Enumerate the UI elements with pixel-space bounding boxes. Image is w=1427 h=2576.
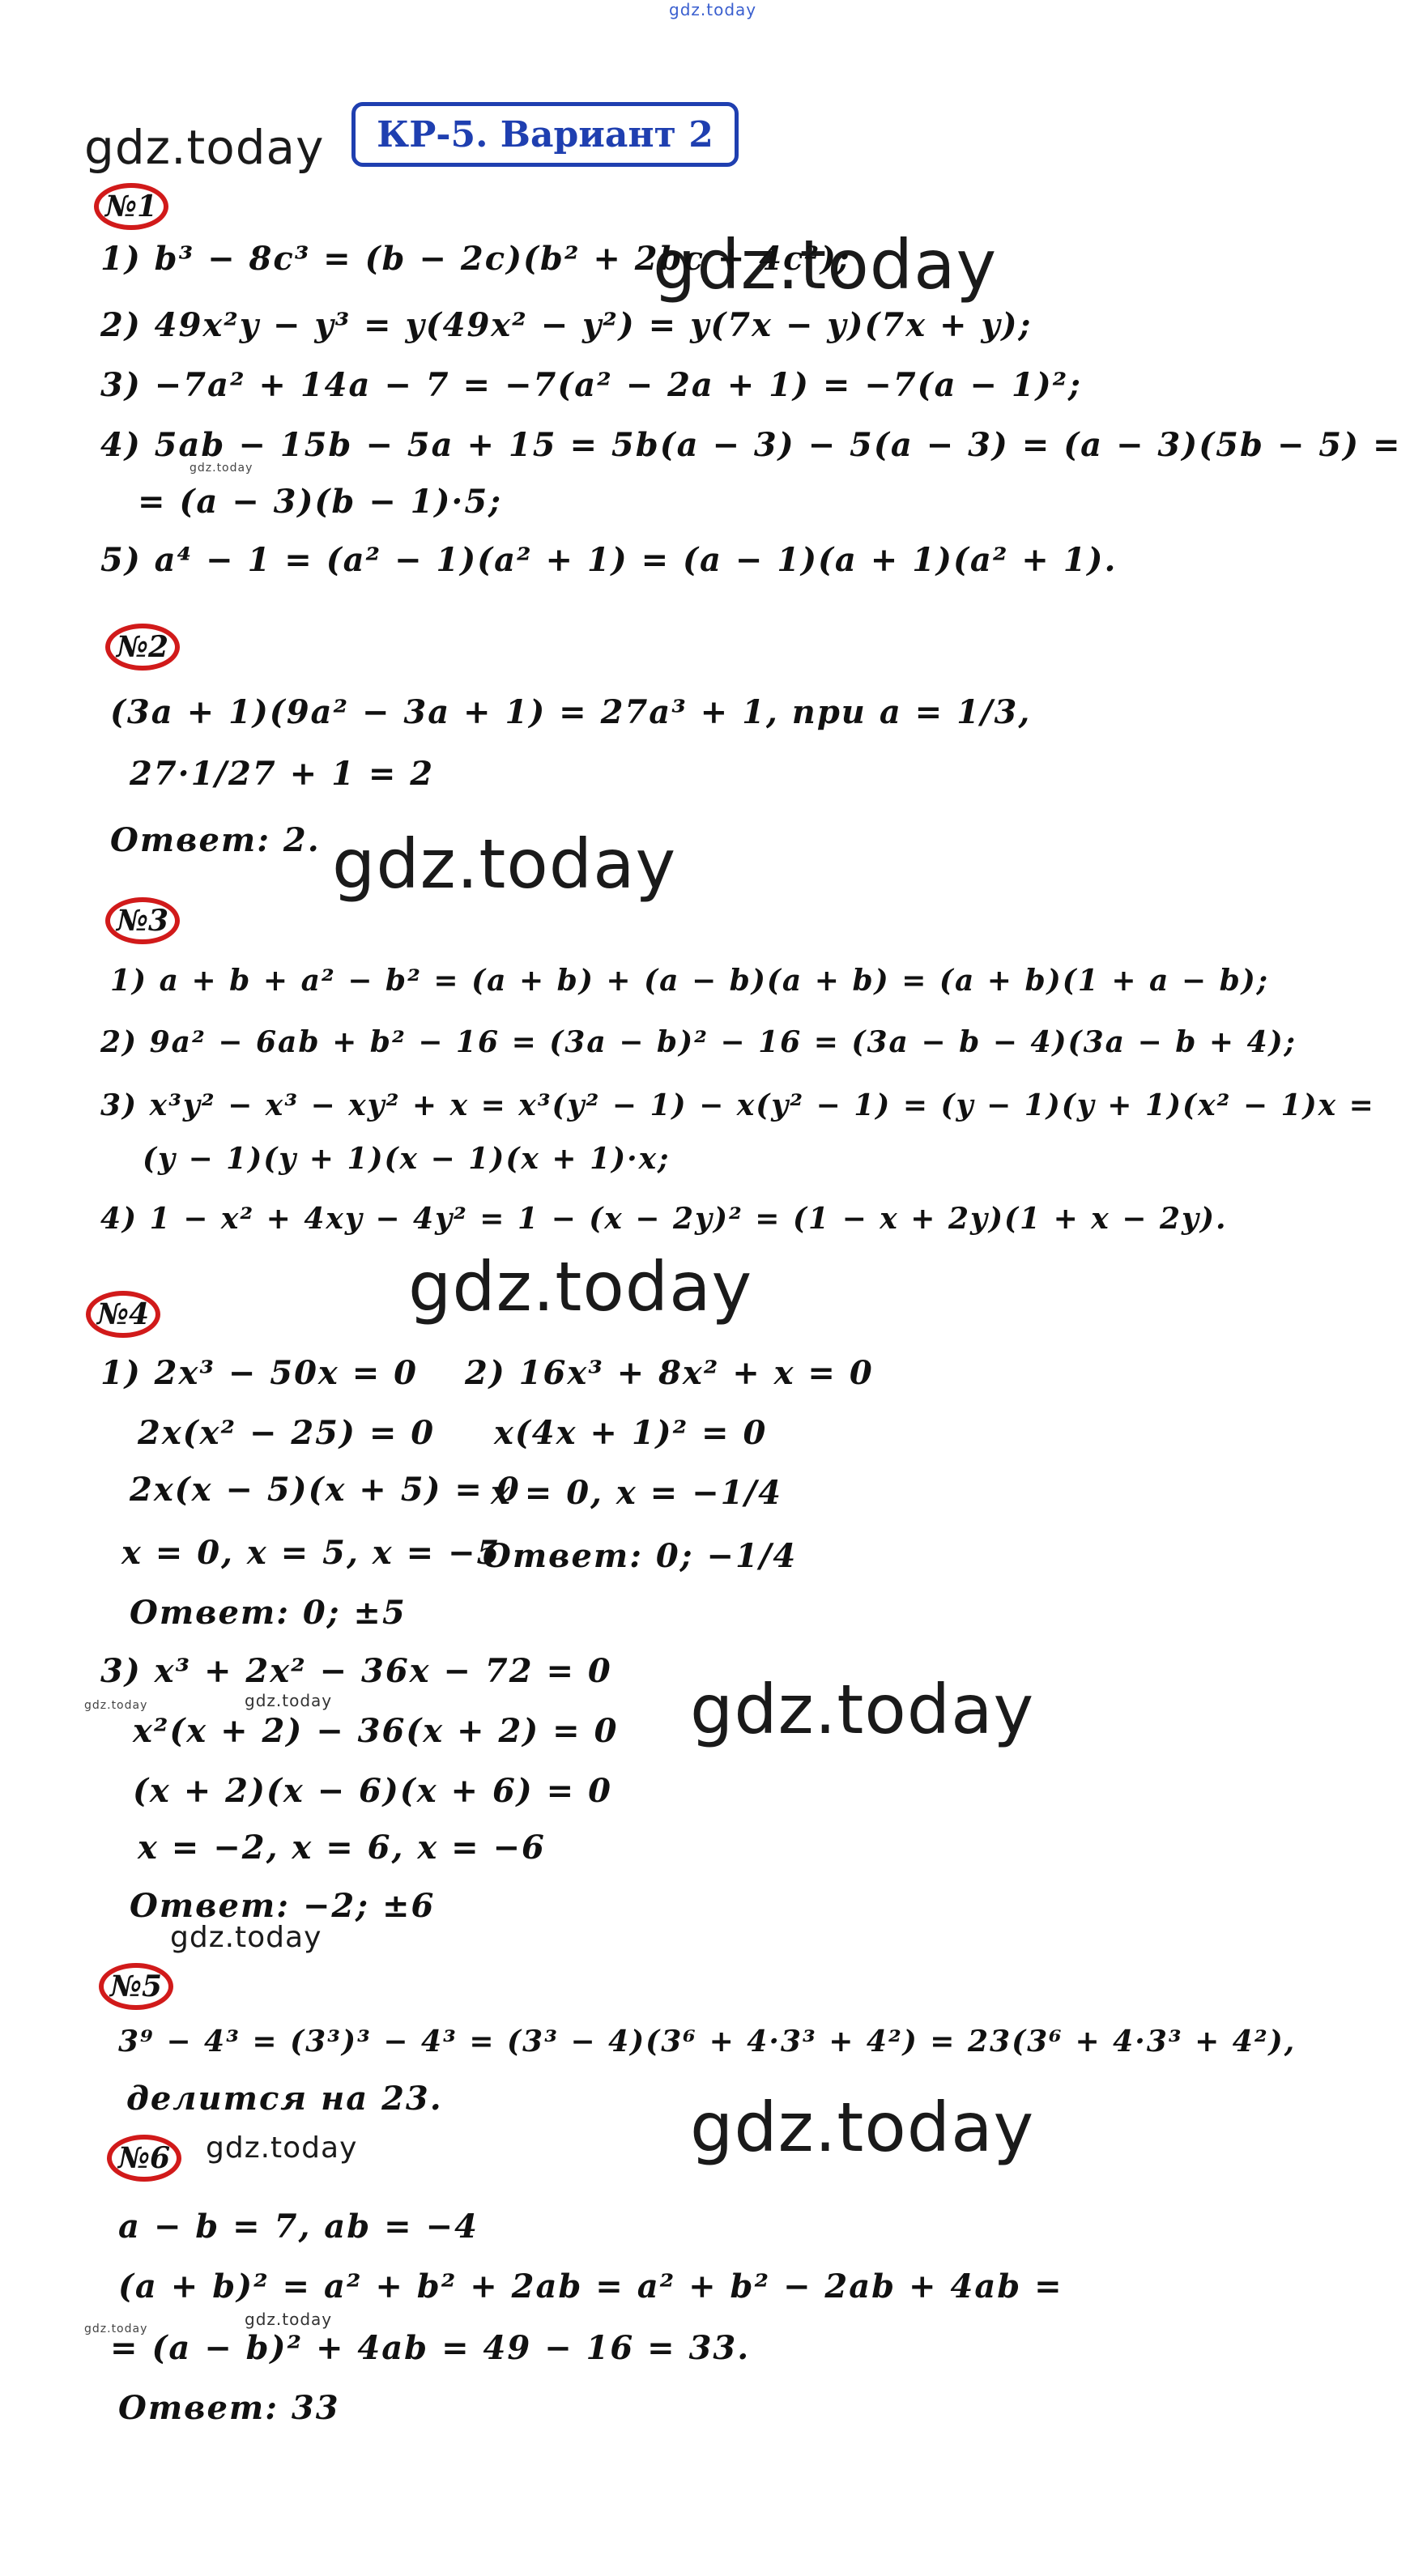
solution-line: 2x(x − 5)(x + 5) = 0: [130, 1471, 521, 1509]
solution-line: 1) b³ − 8c³ = (b − 2c)(b² + 2bc + 4c²);: [100, 240, 851, 278]
watermark-top: gdz.today: [669, 0, 757, 19]
solution-line: = (a − 3)(b − 1)·5;: [138, 483, 502, 521]
answer-line: Ответ: 0; −1/4: [483, 1537, 798, 1575]
page-title: КР-5. Вариант 2: [351, 102, 739, 167]
watermark: gdz.today: [690, 2088, 1035, 2167]
solution-line: x²(x + 2) − 36(x + 2) = 0: [133, 1712, 619, 1750]
solution-line: x = −2, x = 6, x = −6: [138, 1829, 546, 1867]
solution-line: 2) 16x³ + 8x² + x = 0: [465, 1354, 874, 1392]
answer-line: Ответ: 2.: [110, 821, 321, 859]
solution-line: 4) 1 − x² + 4xy − 4y² = 1 − (x − 2y)² = (1 − x + 2y)(1 + x − 2y).: [100, 1202, 1228, 1236]
solution-line: 3⁹ − 4³ = (3³)³ − 4³ = (3³ − 4)(3⁶ + 4·3³ + 4²) = 23(3⁶ + 4·3³ + 4²),: [118, 2025, 1297, 2059]
task-number-badge: №3: [105, 897, 180, 944]
solution-line: (a + b)² = a² + b² + 2ab = a² + b² − 2ab + 4ab =: [118, 2267, 1063, 2306]
watermark: gdz.today: [653, 225, 998, 304]
solution-line: 5) a⁴ − 1 = (a² − 1)(a² + 1) = (a − 1)(a + 1)(a² + 1).: [100, 541, 1118, 579]
answer-line: Ответ: 33: [118, 2389, 340, 2427]
watermark: gdz.today: [206, 2131, 358, 2165]
solution-line: 2) 9a² − 6ab + b² − 16 = (3a − b)² − 16 = (3a − b − 4)(3a − b + 4);: [100, 1025, 1297, 1059]
watermark: gdz.today: [245, 2310, 333, 2329]
task-number-badge: №4: [86, 1291, 160, 1338]
task-number-badge: №5: [99, 1963, 173, 2010]
solution-line: делится на 23.: [126, 2080, 443, 2118]
solution-line: = (a − b)² + 4ab = 49 − 16 = 33.: [110, 2329, 751, 2367]
watermark: gdz.today: [170, 1921, 322, 1954]
watermark: gdz.today: [408, 1247, 753, 1326]
solution-line: 3) x³y² − x³ − xy² + x = x³(y² − 1) − x(y² − 1) = (y − 1)(y + 1)(x² − 1)x =: [100, 1088, 1375, 1122]
solution-line: x(4x + 1)² = 0: [494, 1414, 768, 1452]
watermark: gdz.today: [245, 1691, 333, 1710]
solution-line: (x + 2)(x − 6)(x + 6) = 0: [133, 1772, 612, 1810]
answer-line: Ответ: −2; ±6: [130, 1887, 436, 1925]
watermark: gdz.today: [84, 1699, 148, 1712]
solution-line: x = 0, x = 5, x = −5: [121, 1534, 501, 1572]
solution-line: (y − 1)(y + 1)(x − 1)(x + 1)·x;: [143, 1142, 671, 1176]
task-number-badge: №6: [107, 2135, 181, 2182]
solution-line: (3a + 1)(9a² − 3a + 1) = 27a³ + 1, при a = 1/3,: [110, 693, 1032, 731]
watermark: gdz.today: [690, 1670, 1035, 1749]
solution-line: 4) 5ab − 15b − 5a + 15 = 5b(a − 3) − 5(a − 3) = (a − 3)(5b − 5) =: [100, 426, 1402, 464]
solution-line: 2x(x² − 25) = 0: [138, 1414, 436, 1452]
watermark: gdz.today: [84, 2323, 148, 2335]
watermark: gdz.today: [84, 120, 325, 175]
solution-line: 27·1/27 + 1 = 2: [130, 755, 435, 793]
solution-line: 2) 49x²y − y³ = y(49x² − y²) = y(7x − y)(7x + y);: [100, 306, 1033, 344]
answer-line: Ответ: 0; ±5: [130, 1594, 407, 1632]
solution-line: 1) 2x³ − 50x = 0: [100, 1354, 418, 1392]
solution-line: 3) −7a² + 14a − 7 = −7(a² − 2a + 1) = −7(a − 1)²;: [100, 366, 1082, 404]
solution-line: 3) x³ + 2x² − 36x − 72 = 0: [100, 1652, 612, 1690]
solution-line: x = 0, x = −1/4: [491, 1474, 782, 1512]
solution-line: a − b = 7, ab = −4: [118, 2208, 479, 2246]
watermark: gdz.today: [190, 462, 253, 475]
solution-line: 1) a + b + a² − b² = (a + b) + (a − b)(a + b) = (a + b)(1 + a − b);: [110, 964, 1270, 998]
task-number-badge: №1: [94, 183, 168, 230]
watermark: gdz.today: [332, 824, 677, 904]
task-number-badge: №2: [105, 624, 180, 671]
